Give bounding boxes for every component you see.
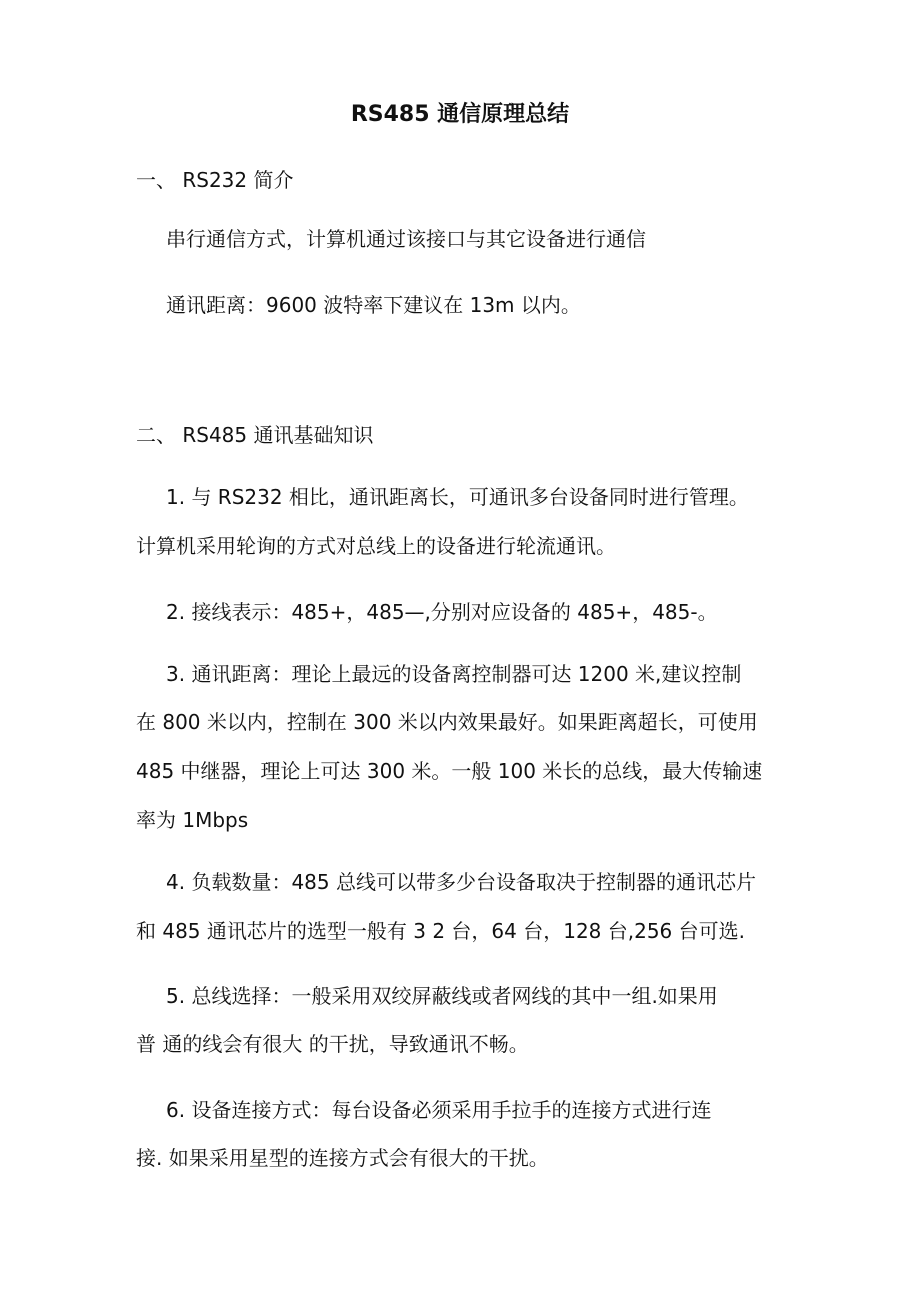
section-1-paragraph-2: 通讯距离：9600 波特率下建议在 13m 以内。 — [166, 293, 581, 317]
section-1-paragraph-1: 串行通信方式，计算机通过该接口与其它设备进行通信 — [166, 227, 646, 251]
item-4-line-1: 4. 负载数量：485 总线可以带多少台设备取决于控制器的通讯芯片 — [166, 870, 756, 894]
document-title: RS485 通信原理总结 — [350, 102, 570, 127]
item-6-line-1: 6. 设备连接方式：每台设备必须采用手拉手的连接方式进行连 — [166, 1098, 712, 1122]
item-3-line-1: 3. 通讯距离：理论上最远的设备离控制器可达 1200 米,建议控制 — [166, 662, 742, 686]
section-2-heading: 二、 RS485 通讯基础知识 — [136, 423, 374, 447]
item-2-line-1: 2. 接线表示：485+，485—,分别对应设备的 485+，485-。 — [166, 600, 718, 624]
item-5-line-1: 5. 总线选择：一般采用双绞屏蔽线或者网线的其中一组.如果用 — [166, 984, 718, 1008]
item-3-line-2: 在 800 米以内，控制在 300 米以内效果最好。如果距离超长，可使用 — [136, 710, 758, 734]
item-3-line-3: 485 中继器，理论上可达 300 米。一般 100 米长的总线，最大传输速 — [136, 759, 763, 783]
item-1-line-1: 1. 与 RS232 相比，通讯距离长，可通讯多台设备同时进行管理。 — [166, 485, 749, 509]
item-1-line-2: 计算机采用轮询的方式对总线上的设备进行轮流通讯。 — [136, 534, 616, 558]
item-5-line-2: 普 通的线会有很大 的干扰，导致通讯不畅。 — [136, 1032, 529, 1056]
section-1-heading: 一、 RS232 简介 — [136, 168, 294, 192]
item-6-line-2: 接. 如果采用星型的连接方式会有很大的干扰。 — [136, 1146, 549, 1170]
item-4-line-2: 和 485 通讯芯片的选型一般有 3 2 台，64 台，128 台,256 台可选. — [136, 919, 745, 943]
item-3-line-4: 率为 1Mbps — [136, 808, 249, 832]
